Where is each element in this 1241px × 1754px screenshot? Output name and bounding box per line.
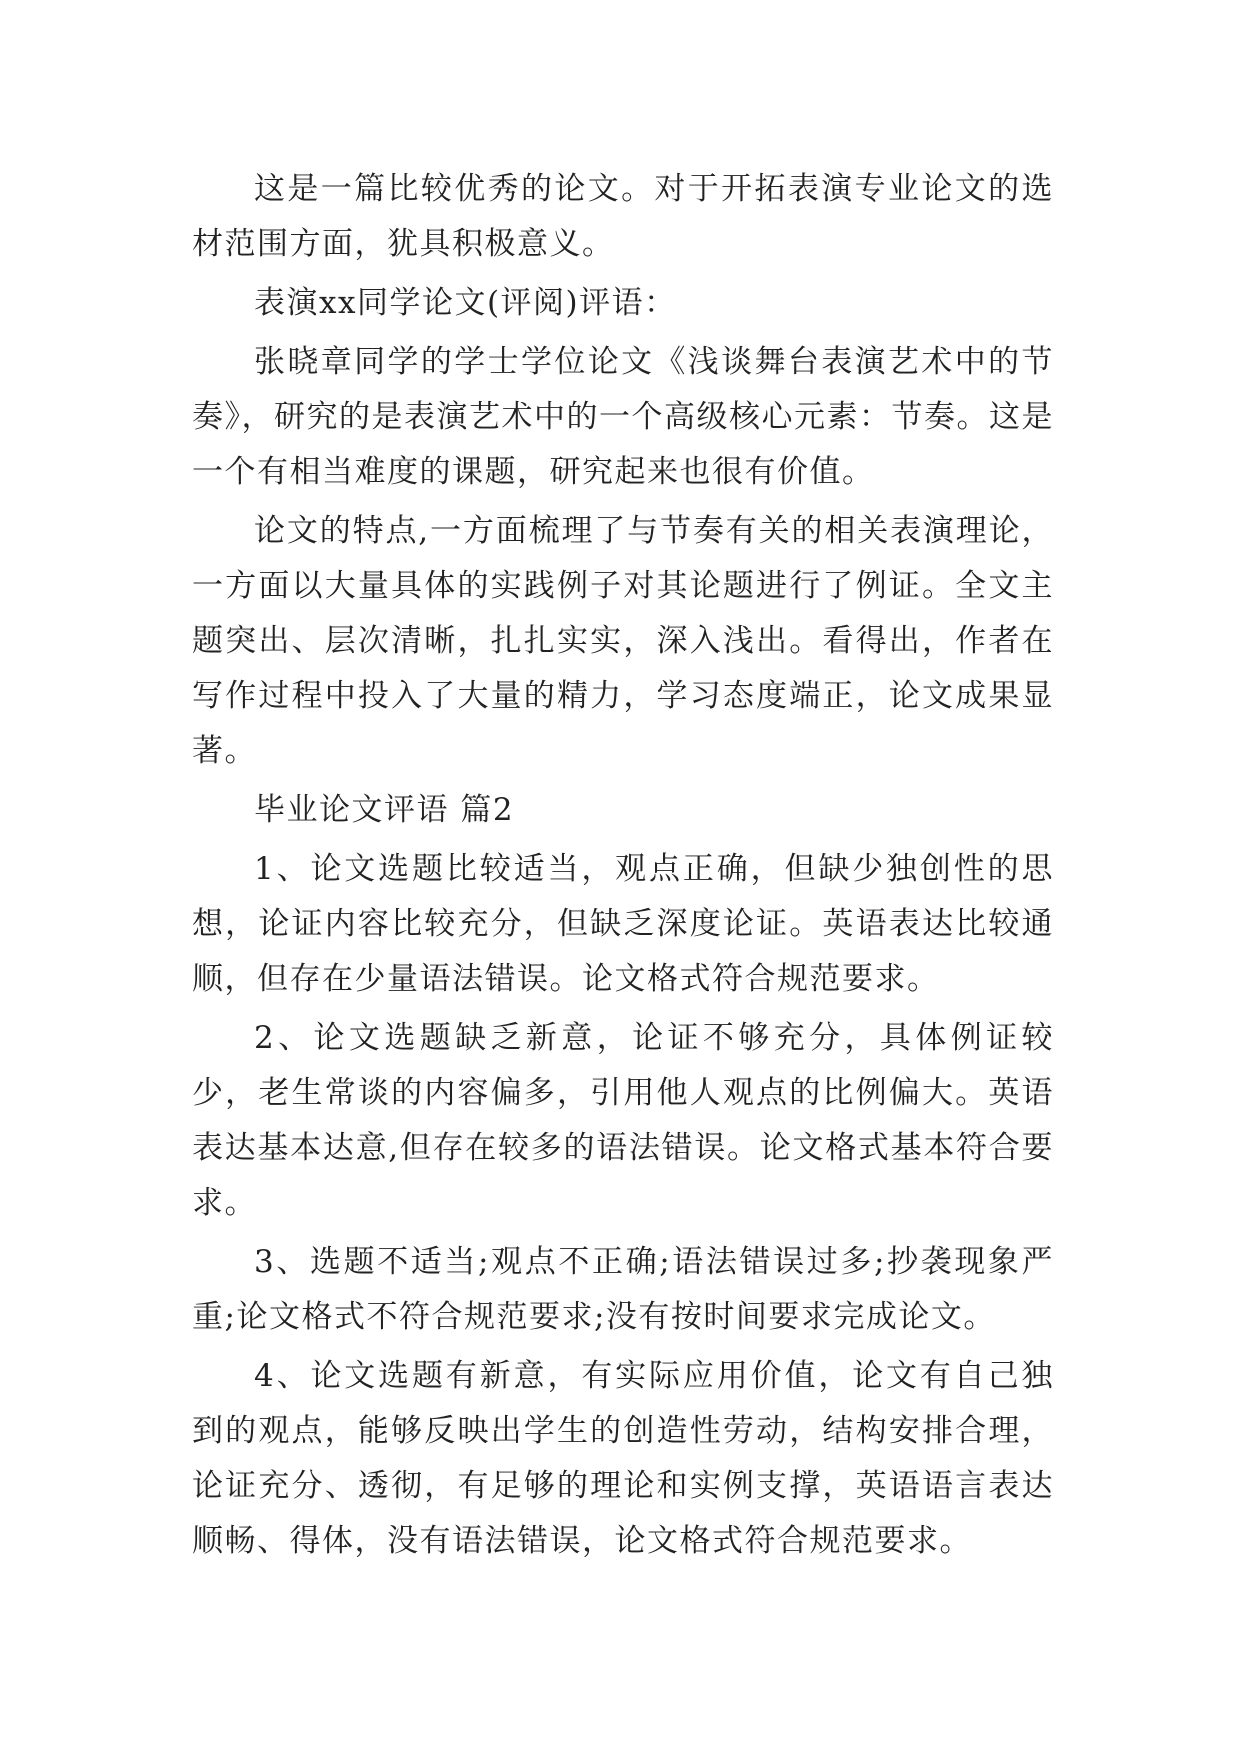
paragraph-comment-2: 2、论文选题缺乏新意，论证不够充分，具体例证较少，老生常谈的内容偏多，引用他人观点的比例偏大。英语表达基本达意,但存在较多的语法错误。论文格式基本符合要求。 [192, 1020, 1054, 1221]
paragraph-comment-1: 1、论文选题比较适当，观点正确，但缺少独创性的思想，论证内容比较充分，但缺乏深度论证。英语表达比较通顺，但存在少量语法错误。论文格式符合规范要求。 [192, 851, 1054, 997]
paragraph-thesis-intro: 张晓章同学的学士学位论文《浅谈舞台表演艺术中的节奏》，研究的是表演艺术中的一个高级核心元素：节奏。这是一个有相当难度的课题，研究起来也很有价值。 [192, 344, 1054, 490]
section-heading-part-2: 毕业论文评语 篇2 [254, 792, 515, 828]
paragraph-review-heading: 表演xx同学论文(评阅)评语： [254, 285, 677, 321]
paragraph-comment-4: 4、论文选题有新意，有实际应用价值，论文有自己独到的观点，能够反映出学生的创造性劳动，结构安排合理，论证充分、透彻，有足够的理论和实例支撑，英语语言表达顺畅、得体，没有语法错误，论文格式符合规范要求。 [192, 1358, 1054, 1559]
document-body [192, 162, 1054, 1573]
paragraph-comment-3: 3、选题不适当;观点不正确;语法错误过多;抄袭现象严重;论文格式不符合规范要求;没有按时间要求完成论文。 [192, 1244, 1054, 1335]
paragraph-thesis-features: 论文的特点,一方面梳理了与节奏有关的相关表演理论，一方面以大量具体的实践例子对其论题进行了例证。全文主题突出、层次清晰，扎扎实实，深入浅出。看得出，作者在写作过程中投入了大量的精力，学习态度端正，论文成果显著。 [192, 513, 1054, 769]
paragraph-evaluation-summary: 这是一篇比较优秀的论文。对于开拓表演专业论文的选材范围方面，犹具积极意义。 [192, 171, 1054, 262]
